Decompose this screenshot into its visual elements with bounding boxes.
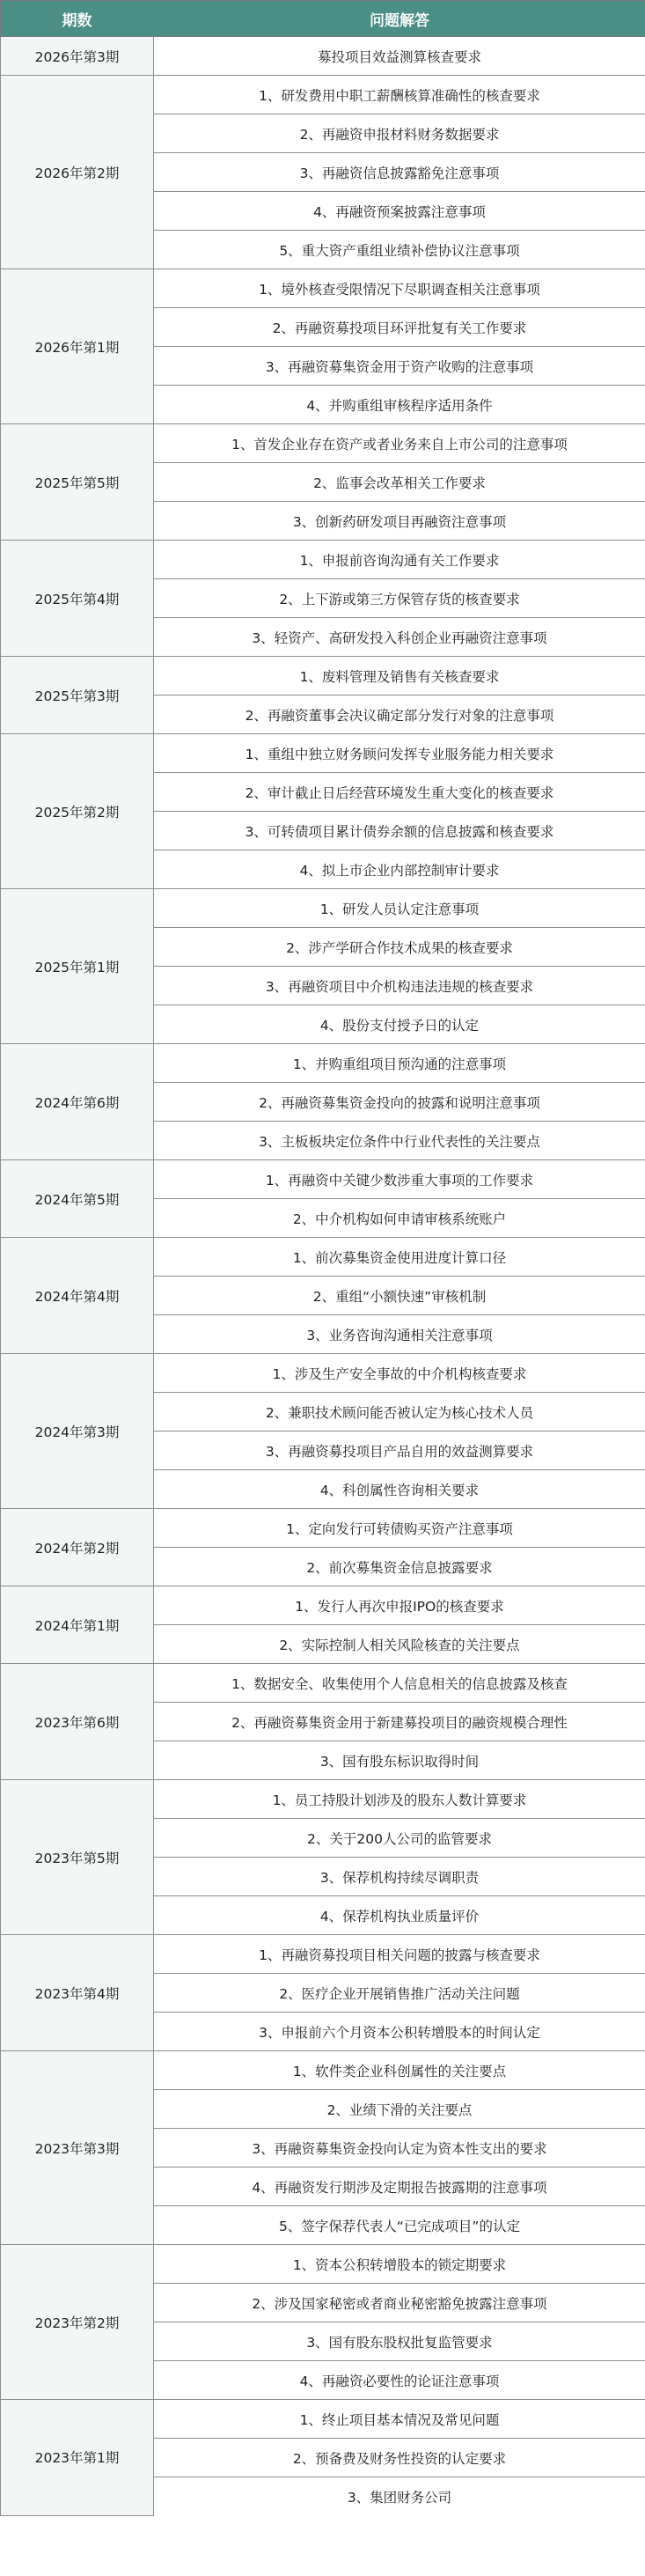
question-link[interactable]: 5、重大资产重组业绩补偿协议注意事项 [154,231,645,269]
question-link[interactable]: 2、上下游或第三方保管存货的核查要求 [154,579,645,618]
question-link[interactable]: 5、签字保荐代表人“已完成项目”的认定 [154,2206,645,2245]
question-link[interactable]: 4、并购重组审核程序适用条件 [154,386,645,424]
question-link[interactable]: 1、前次募集资金使用进度计算口径 [154,1238,645,1277]
question-link[interactable]: 1、废料管理及销售有关核查要求 [154,657,645,696]
question-link[interactable]: 3、再融资募集资金投向认定为资本性支出的要求 [154,2129,645,2168]
question-link[interactable]: 2、监事会改革相关工作要求 [154,463,645,502]
question-link[interactable]: 3、再融资信息披露豁免注意事项 [154,153,645,192]
table-row [1,424,645,463]
period-cell: 2024年第5期 [1,1160,154,1238]
period-cell: 2025年第4期 [1,541,154,657]
period-cell: 2024年第6期 [1,1044,154,1160]
question-link[interactable]: 4、再融资预案披露注意事项 [154,192,645,231]
question-link[interactable]: 4、科创属性咨询相关要求 [154,1470,645,1509]
question-link[interactable]: 2、再融资募集资金用于新建募投项目的融资规模合理性 [154,1703,645,1741]
question-link[interactable]: 3、业务咨询沟通相关注意事项 [154,1315,645,1354]
period-cell: 2026年第1期 [1,269,154,424]
question-link[interactable]: 3、创新药研发项目再融资注意事项 [154,502,645,541]
period-cell: 2025年第1期 [1,889,154,1044]
question-link[interactable]: 2、再融资募投项目环评批复有关工作要求 [154,308,645,347]
header-qa: 问题解答 [154,1,645,37]
table-row [1,1586,645,1625]
question-link[interactable]: 3、国有股东股权批复监管要求 [154,2322,645,2361]
table-row [1,889,645,928]
question-link[interactable]: 1、定向发行可转债购买资产注意事项 [154,1509,645,1548]
period-cell: 2025年第3期 [1,657,154,734]
question-link[interactable]: 3、再融资募集资金用于资产收购的注意事项 [154,347,645,386]
question-link[interactable]: 2、预备费及财务性投资的认定要求 [154,2439,645,2477]
table-row [1,1044,645,1083]
table-row [1,1935,645,1974]
table-row [1,1509,645,1548]
question-link[interactable]: 1、终止项目基本情况及常见问题 [154,2400,645,2439]
question-link[interactable]: 1、境外核查受限情况下尽职调查相关注意事项 [154,269,645,308]
table-row [1,2400,645,2439]
question-link[interactable]: 2、关于200人公司的监管要求 [154,1819,645,1858]
period-cell: 2026年第2期 [1,76,154,269]
question-link[interactable]: 4、保荐机构执业质量评价 [154,1896,645,1935]
period-cell: 2023年第5期 [1,1780,154,1935]
question-link[interactable]: 3、申报前六个月资本公积转增股本的时间认定 [154,2013,645,2051]
period-cell: 2024年第4期 [1,1238,154,1354]
question-link[interactable]: 2、再融资申报材料财务数据要求 [154,114,645,153]
table-row [1,657,645,696]
period-cell: 2023年第4期 [1,1935,154,2051]
question-link[interactable]: 1、重组中独立财务顾问发挥专业服务能力相关要求 [154,734,645,773]
question-link[interactable]: 1、发行人再次申报IPO的核查要求 [154,1586,645,1625]
question-link[interactable]: 1、研发费用中职工薪酬核算准确性的核查要求 [154,76,645,114]
table-row [1,1664,645,1703]
question-link[interactable]: 3、主板板块定位条件中行业代表性的关注要点 [154,1122,645,1160]
table-row [1,2245,645,2284]
period-cell: 2024年第1期 [1,1586,154,1664]
question-link[interactable]: 2、涉及国家秘密或者商业秘密豁免披露注意事项 [154,2284,645,2322]
table-row [1,269,645,308]
question-link[interactable]: 3、可转债项目累计债券余额的信息披露和核查要求 [154,812,645,850]
period-cell: 2023年第1期 [1,2400,154,2516]
question-link[interactable]: 2、审计截止日后经营环境发生重大变化的核查要求 [154,773,645,812]
table-row [1,76,645,114]
period-cell: 2023年第6期 [1,1664,154,1780]
table-header-row [1,1,645,37]
question-link[interactable]: 2、再融资募集资金投向的披露和说明注意事项 [154,1083,645,1122]
table-row [1,1780,645,1819]
period-cell: 2024年第2期 [1,1509,154,1586]
question-link[interactable]: 1、员工持股计划涉及的股东人数计算要求 [154,1780,645,1819]
question-link[interactable]: 1、涉及生产安全事故的中介机构核查要求 [154,1354,645,1393]
table-row [1,734,645,773]
question-link[interactable]: 4、再融资必要性的论证注意事项 [154,2361,645,2400]
question-link[interactable]: 4、再融资发行期涉及定期报告披露期的注意事项 [154,2168,645,2206]
question-link[interactable]: 2、业绩下滑的关注要点 [154,2090,645,2129]
period-cell: 2025年第5期 [1,424,154,541]
question-link[interactable]: 3、再融资募投项目产品自用的效益测算要求 [154,1432,645,1470]
table-row [1,541,645,579]
question-link[interactable]: 2、涉产学研合作技术成果的核查要求 [154,928,645,967]
question-link[interactable]: 1、资本公积转增股本的锁定期要求 [154,2245,645,2284]
table-row [1,1238,645,1277]
question-link[interactable]: 2、再融资董事会决议确定部分发行对象的注意事项 [154,696,645,734]
question-link[interactable]: 1、软件类企业科创属性的关注要点 [154,2051,645,2090]
table-row [1,37,645,76]
question-link[interactable]: 2、重组“小额快速”审核机制 [154,1277,645,1315]
period-cell: 2023年第3期 [1,2051,154,2245]
period-cell: 2023年第2期 [1,2245,154,2400]
question-link[interactable]: 4、拟上市企业内部控制审计要求 [154,850,645,889]
question-link[interactable]: 1、再融资募投项目相关问题的披露与核查要求 [154,1935,645,1974]
question-link[interactable]: 1、并购重组项目预沟通的注意事项 [154,1044,645,1083]
table-body [1,37,645,2516]
question-link[interactable]: 3、轻资产、高研发投入科创企业再融资注意事项 [154,618,645,657]
period-cell: 2025年第2期 [1,734,154,889]
table-row [1,2051,645,2090]
question-link[interactable]: 4、股份支付授予日的认定 [154,1005,645,1044]
question-link[interactable]: 2、医疗企业开展销售推广活动关注问题 [154,1974,645,2013]
period-cell: 2024年第3期 [1,1354,154,1509]
question-link[interactable]: 3、再融资项目中介机构违法违规的核查要求 [154,967,645,1005]
question-link[interactable]: 2、实际控制人相关风险核查的关注要点 [154,1625,645,1664]
question-link[interactable]: 3、国有股东标识取得时间 [154,1741,645,1780]
table-row [1,1160,645,1199]
question-link[interactable]: 1、首发企业存在资产或者业务来自上市公司的注意事项 [154,424,645,463]
question-link[interactable]: 3、集团财务公司 [154,2477,645,2516]
question-link[interactable]: 1、数据安全、收集使用个人信息相关的信息披露及核查 [154,1664,645,1703]
table-row [1,1354,645,1393]
period-cell: 2026年第3期 [1,37,154,76]
question-link[interactable]: 1、申报前咨询沟通有关工作要求 [154,541,645,579]
question-link[interactable]: 募投项目效益测算核查要求 [154,37,645,76]
question-link[interactable]: 1、再融资中关键少数涉重大事项的工作要求 [154,1160,645,1199]
question-link[interactable]: 2、中介机构如何申请审核系统账户 [154,1199,645,1238]
question-link[interactable]: 2、前次募集资金信息披露要求 [154,1548,645,1586]
question-link[interactable]: 2、兼职技术顾问能否被认定为核心技术人员 [154,1393,645,1432]
header-period: 期数 [1,1,154,37]
question-link[interactable]: 1、研发人员认定注意事项 [154,889,645,928]
question-link[interactable]: 3、保荐机构持续尽调职责 [154,1858,645,1896]
